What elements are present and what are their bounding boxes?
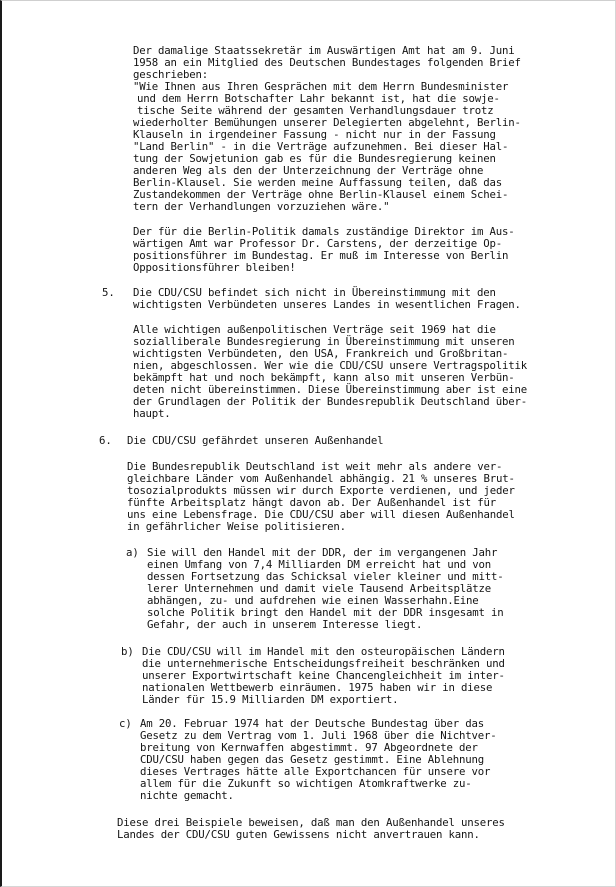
text-line: wichtigsten Verbündeten, den USA, Frankreich und Großbritan- <box>133 347 509 360</box>
text-line: tosozialprodukts müssen wir durch Exporte verdienen, und jeder <box>127 484 515 497</box>
text-line: tische Seite während der gesamten Verhandlungsdauer trotz <box>137 104 494 117</box>
text-line: nien, abgeschlossen. Wer wie die CDU/CSU unsere Vertragspolitik <box>133 359 528 372</box>
text-line: "Wie Ihnen aus Ihren Gesprächen mit dem Herrn Bundesminister <box>133 80 509 93</box>
text-line: Gefahr, der auch in unserem Interesse liegt. <box>147 618 423 631</box>
section-number: 6. <box>99 434 112 447</box>
text-line: in gefährlicher Weise politisieren. <box>127 520 346 533</box>
text-line: positionsführer im Bundestag. Er muß im Interesse von Berlin <box>133 249 509 262</box>
item-label: b) <box>121 645 134 658</box>
text-line: sozialliberale Bundesregierung in Übereinstimmung mit unseren <box>133 335 515 348</box>
text-line: "Land Berlin" - in die Verträge aufzunehmen. Bei dieser Hal- <box>133 140 509 153</box>
text-line: fünfte Arbeitsplatz hängt davon ab. Der Außenhandel ist für <box>127 496 497 509</box>
text-line: wiederholter Bemühungen unserer Delegierten abgelehnt, Berlin- <box>133 116 521 129</box>
text-line: Sie will den Handel mit der DDR, der im vergangenen Jahr <box>147 546 498 559</box>
text-line: einen Umfang von 7,4 Milliarden DM erreicht hat und von <box>147 558 491 571</box>
text-line: nationalen Wettbewerb einräumen. 1975 haben wir in diese <box>142 681 493 694</box>
text-line: wärtigen Amt war Professor Dr. Carstens, der derzeitige Op- <box>133 237 503 250</box>
text-line: Gesetz zu dem Vertrag vom 1. Juli 1968 über die Nichtver- <box>140 729 497 742</box>
text-line: tern der Verhandlungen vorzuziehen wäre." <box>133 200 390 213</box>
text-line: gleichbare Länder vom Außenhandel abhängig. 21 % unseres Brut- <box>127 472 515 485</box>
text-line: lerer Unternehmen und damit viele Tausend Arbeitsplätze <box>147 582 491 595</box>
text-line: breitung von Kernwaffen abgestimmt. 97 Abgeordnete der <box>140 741 478 754</box>
text-line: anderen Weg als den der Unterzeichnung der Verträge ohne <box>133 164 484 177</box>
text-line: Oppositionsführer bleiben! <box>133 261 296 274</box>
text-line: nichte gemacht. <box>140 789 234 802</box>
text-line: allem für die Zukunft so wichtigen Atomkraftwerke zu- <box>140 777 472 790</box>
text-line: CDU/CSU haben gegen das Gesetz gestimmt. Eine Ablehnung <box>140 753 484 766</box>
text-line: Klauseln in irgendeiner Fassung - nicht nur in der Fassung <box>133 128 496 141</box>
item-label: c) <box>119 717 132 730</box>
text-line: geschrieben: <box>133 68 209 81</box>
section-heading-line: wichtigsten Verbündeten unseres Landes in wesentlichen Fragen. <box>133 298 521 311</box>
text-line: und dem Herrn Botschafter Lahr bekannt ist, hat die sowje- <box>137 92 500 105</box>
text-line: Die CDU/CSU will im Handel mit den osteuropäischen Ländern <box>142 645 505 658</box>
text-line: abhängen, zu- und aufdrehen wie einen Wasserhahn.Eine <box>147 594 479 607</box>
text-line: die unternehmerische Entscheidungsfreiheit beschränken und <box>142 657 505 670</box>
text-line: Länder für 15.9 Milliarden DM exportiert. <box>142 693 399 706</box>
text-line: Am 20. Februar 1974 hat der Deutsche Bundestag über das <box>140 717 484 730</box>
text-line: der Grundlagen der Politik der Bundesrepublik Deutschland über- <box>133 395 528 408</box>
text-line: uns eine Lebensfrage. Die CDU/CSU aber will diesen Außenhandel <box>127 508 515 521</box>
text-line: unserer Exportwirtschaft keine Chancengleichheit im inter- <box>142 669 505 682</box>
text-line: Alle wichtigen außenpolitischen Verträge seit 1969 hat die <box>133 323 496 336</box>
text-line: Zustandekommen der Verträge ohne Berlin-Klausel einem Schei- <box>133 188 509 201</box>
section-number: 5. <box>102 286 115 299</box>
text-line: tung der Sowjetunion gab es für die Bundesregierung keinen <box>133 152 496 165</box>
text-line: 1958 an ein Mitglied des Deutschen Bundestages folgenden Brief <box>133 56 521 69</box>
text-line: dessen Fortsetzung das Schicksal vieler kleiner und mitt- <box>147 570 504 583</box>
text-line: Diese drei Beispiele beweisen, daß man den Außenhandel unseres <box>117 816 505 829</box>
text-line: Der für die Berlin-Politik damals zuständige Direktor im Aus- <box>133 225 515 238</box>
text-line: Der damalige Staatssekretär im Auswärtigen Amt hat am 9. Juni <box>133 44 515 57</box>
text-line: Die Bundesrepublik Deutschland ist weit mehr als andere ver- <box>127 460 503 473</box>
item-label: a) <box>126 546 139 559</box>
section-heading-line: Die CDU/CSU befindet sich nicht in Übereinstimmung mit den <box>133 286 496 299</box>
text-line: deten nicht übereinstimmen. Diese Übereinstimmung aber ist eine <box>133 383 528 396</box>
text-line: bekämpft hat und noch bekämpft, kann also mit unseren Verbün- <box>133 371 515 384</box>
text-line: haupt. <box>133 407 171 420</box>
section-heading: Die CDU/CSU gefährdet unseren Außenhandel <box>127 434 384 447</box>
text-line: dieses Vertrages hätte alle Exportchancen für unsere vor <box>140 765 491 778</box>
text-line: Landes der CDU/CSU guten Gewissens nicht anvertrauen kann. <box>117 828 480 841</box>
text-line: solche Politik bringt den Handel mit der DDR insgesamt in <box>147 606 504 619</box>
text-line: Berlin-Klausel. Sie werden meine Auffassung teilen, daß das <box>133 176 503 189</box>
